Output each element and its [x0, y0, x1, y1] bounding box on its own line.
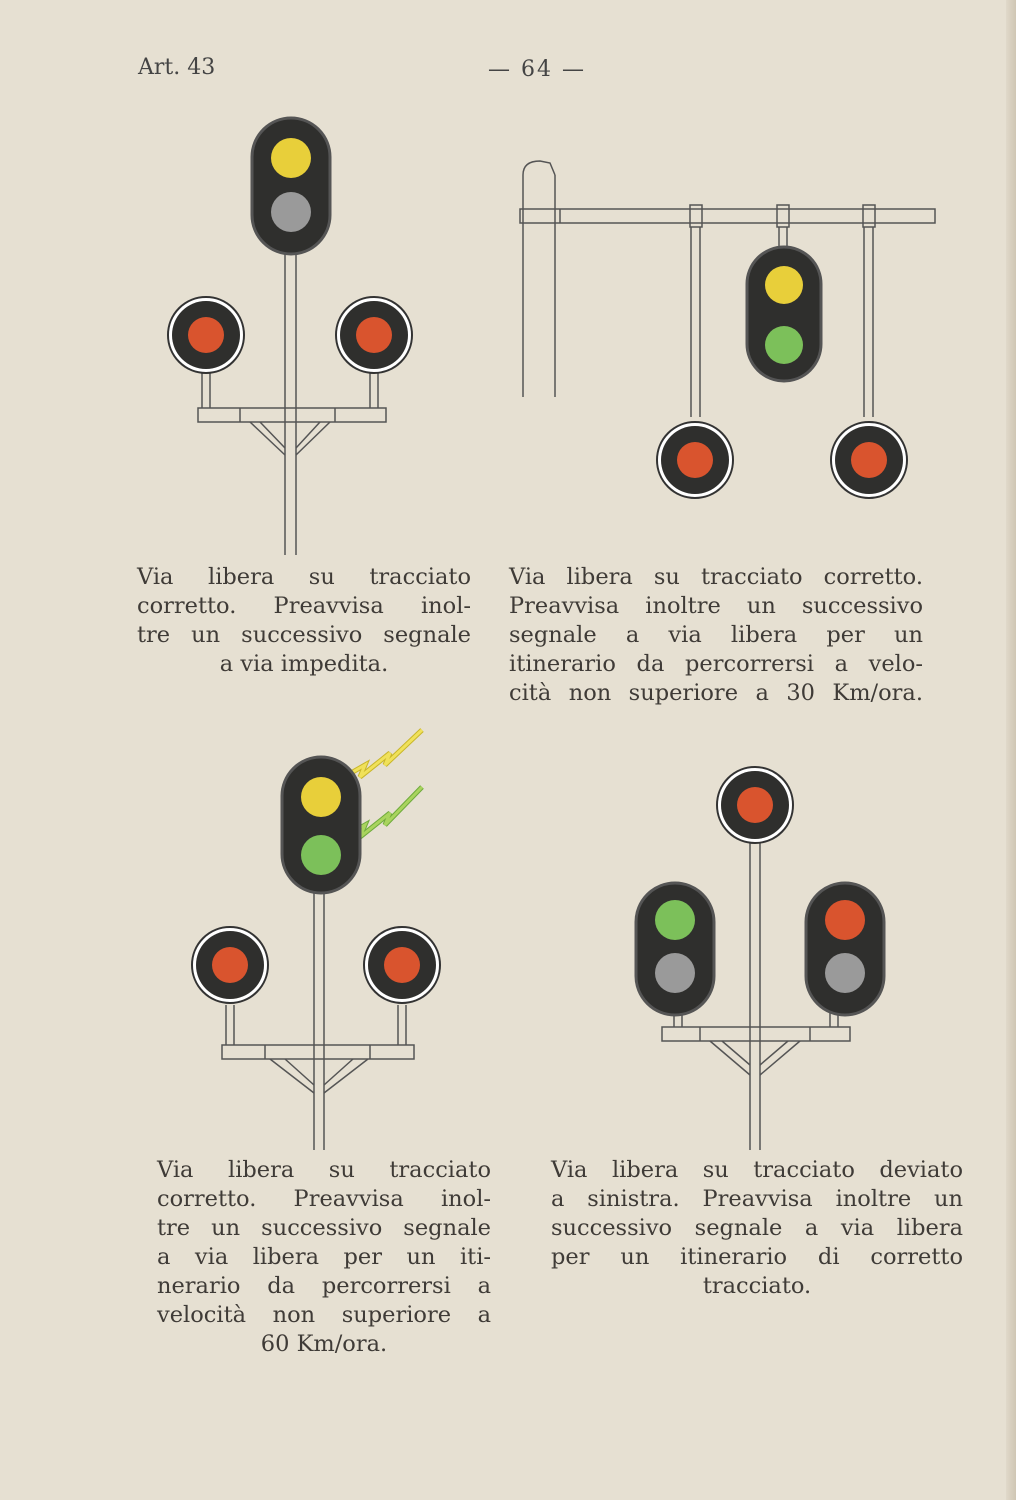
signal-mast — [222, 890, 414, 1150]
caption-line: 60 Km/ora. — [260, 1331, 388, 1357]
caption-line: Via libera su tracciato deviato — [551, 1157, 963, 1183]
top-disc-signal — [717, 767, 793, 843]
caption-bottom-right — [551, 1156, 963, 1301]
caption-line: corretto. Preavvisa inol- — [157, 1186, 491, 1212]
caption-line: nerario da percorrersi a — [157, 1273, 491, 1299]
caption-line: a via libera per un iti- — [157, 1244, 491, 1270]
caption-line: velocità non superiore a — [157, 1302, 491, 1328]
yellow-lamp — [301, 777, 341, 817]
caption-line: Preavvisa inoltre un successivo — [509, 593, 923, 619]
grey-lamp — [825, 953, 865, 993]
signal-figure-bottom-right — [630, 765, 890, 1155]
caption-line: segnale a via libera per un — [509, 622, 923, 648]
left-disc-signal — [657, 422, 733, 498]
red-lamp — [384, 947, 420, 983]
yellow-lamp — [271, 138, 311, 178]
caption-top-left — [137, 563, 471, 679]
caption-line: tre un successivo segnale — [137, 622, 471, 648]
caption-line: tracciato. — [702, 1273, 812, 1299]
left-signal-head — [636, 883, 714, 1015]
caption-line: Via libera su tracciato — [157, 1157, 491, 1183]
caption-line: successivo segnale a via libera — [551, 1215, 963, 1241]
caption-line: itinerario da percorrersi a velo- — [509, 651, 923, 677]
yellow-lamp — [765, 266, 803, 304]
grey-lamp — [271, 192, 311, 232]
right-disc-signal — [831, 422, 907, 498]
caption-line: a via impedita. — [219, 651, 389, 677]
green-lamp — [765, 326, 803, 364]
left-disc-signal — [192, 927, 268, 1003]
caption-top-right — [509, 563, 923, 708]
green-lamp — [301, 835, 341, 875]
caption-line: Via libera su tracciato corretto. — [509, 564, 923, 590]
left-disc-signal — [168, 297, 244, 373]
red-lamp — [188, 317, 224, 353]
red-lamp — [356, 317, 392, 353]
article-reference: Art. 43 — [138, 55, 216, 80]
signal-head — [252, 118, 330, 254]
signal-head — [747, 247, 821, 381]
caption-line: tre un successivo segnale — [157, 1215, 491, 1241]
caption-line: cità non superiore a 30 Km/ora. — [509, 680, 923, 706]
caption-line: per un itinerario di corretto — [551, 1244, 963, 1270]
red-lamp — [737, 787, 773, 823]
right-signal-head — [806, 883, 884, 1015]
right-disc-signal — [364, 927, 440, 1003]
green-lamp — [655, 900, 695, 940]
page-number: — 64 — — [488, 57, 586, 82]
signal-mast — [198, 250, 386, 555]
signal-figure-top-right — [515, 155, 940, 505]
right-disc-signal — [336, 297, 412, 373]
signal-figure-bottom-left — [190, 725, 440, 1155]
caption-line: corretto. Preavvisa inol- — [137, 593, 471, 619]
red-lamp — [677, 442, 713, 478]
red-lamp — [825, 900, 865, 940]
signal-figure-top-left — [160, 110, 430, 560]
grey-lamp — [655, 953, 695, 993]
caption-line: a sinistra. Preavvisa inoltre un — [551, 1186, 963, 1212]
caption-line: Via libera su tracciato — [137, 564, 471, 590]
gantry — [520, 161, 935, 417]
page-edge — [1006, 0, 1016, 1500]
red-lamp — [851, 442, 887, 478]
red-lamp — [212, 947, 248, 983]
caption-bottom-left — [157, 1156, 491, 1359]
signal-head — [282, 757, 360, 893]
